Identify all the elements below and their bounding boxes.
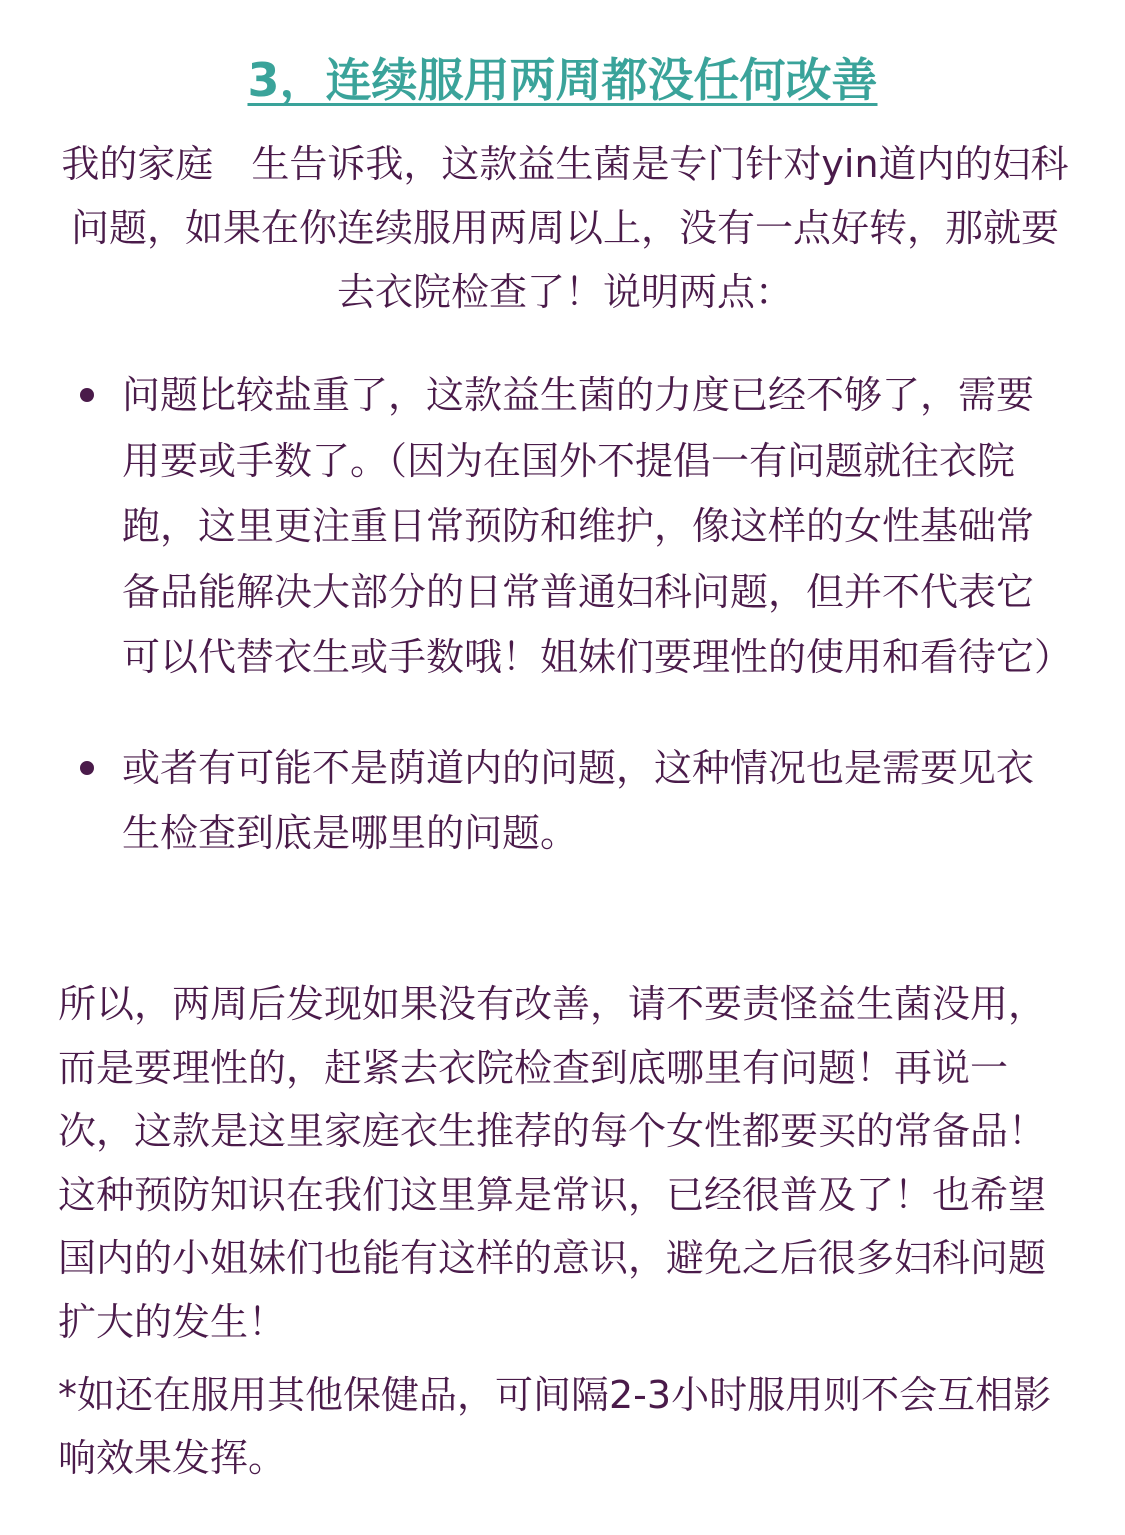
bullet-dot-icon: [80, 388, 94, 402]
bullet-text: 问题比较盐重了，这款益生菌的力度已经不够了，需要用要或手数了。（因为在国外不提倡一有问题就往衣院跑，这里更注重日常预防和维护，像这样的女性基础常备品能解决大部分的日常普通妇科问题，但并不代表它可以代替衣生或手数哦！姐妹们要理性的使用和看待它）: [122, 373, 1073, 679]
bullet-list: [0, 363, 1125, 867]
bullet-item: [0, 736, 1070, 867]
bullet-text: 或者有可能不是荫道内的问题，这种情况也是需要见衣生检查到底是哪里的问题。: [122, 745, 1035, 855]
bullet-item: [0, 363, 1073, 691]
intro-paragraph: 我的家庭 生告诉我，这款益生菌是专门针对yin道内的妇科问题，如果在你连续服用两周以上，没有一点好转，那就要去衣院检查了！说明两点：: [61, 142, 1069, 314]
footnote: *如还在服用其他保健品，可间隔2-3小时服用则不会互相影响效果发挥。: [58, 1373, 1052, 1480]
conclusion-paragraph: 所以，两周后发现如果没有改善，请不要责怪益生菌没用，而是要理性的，赶紧去衣院检查到底哪里有问题！再说一次，这款是这里家庭衣生推荐的每个女性都要买的常备品！这种预防知识在我们这里算是常识，已经很普及了！也希望国内的小姐妹们也能有这样的意识，避免之后很多妇科问题扩大的发生！: [58, 982, 1047, 1344]
bullet-dot-icon: [80, 761, 94, 775]
section-heading: 3，连续服用两周都没任何改善: [247, 53, 878, 107]
